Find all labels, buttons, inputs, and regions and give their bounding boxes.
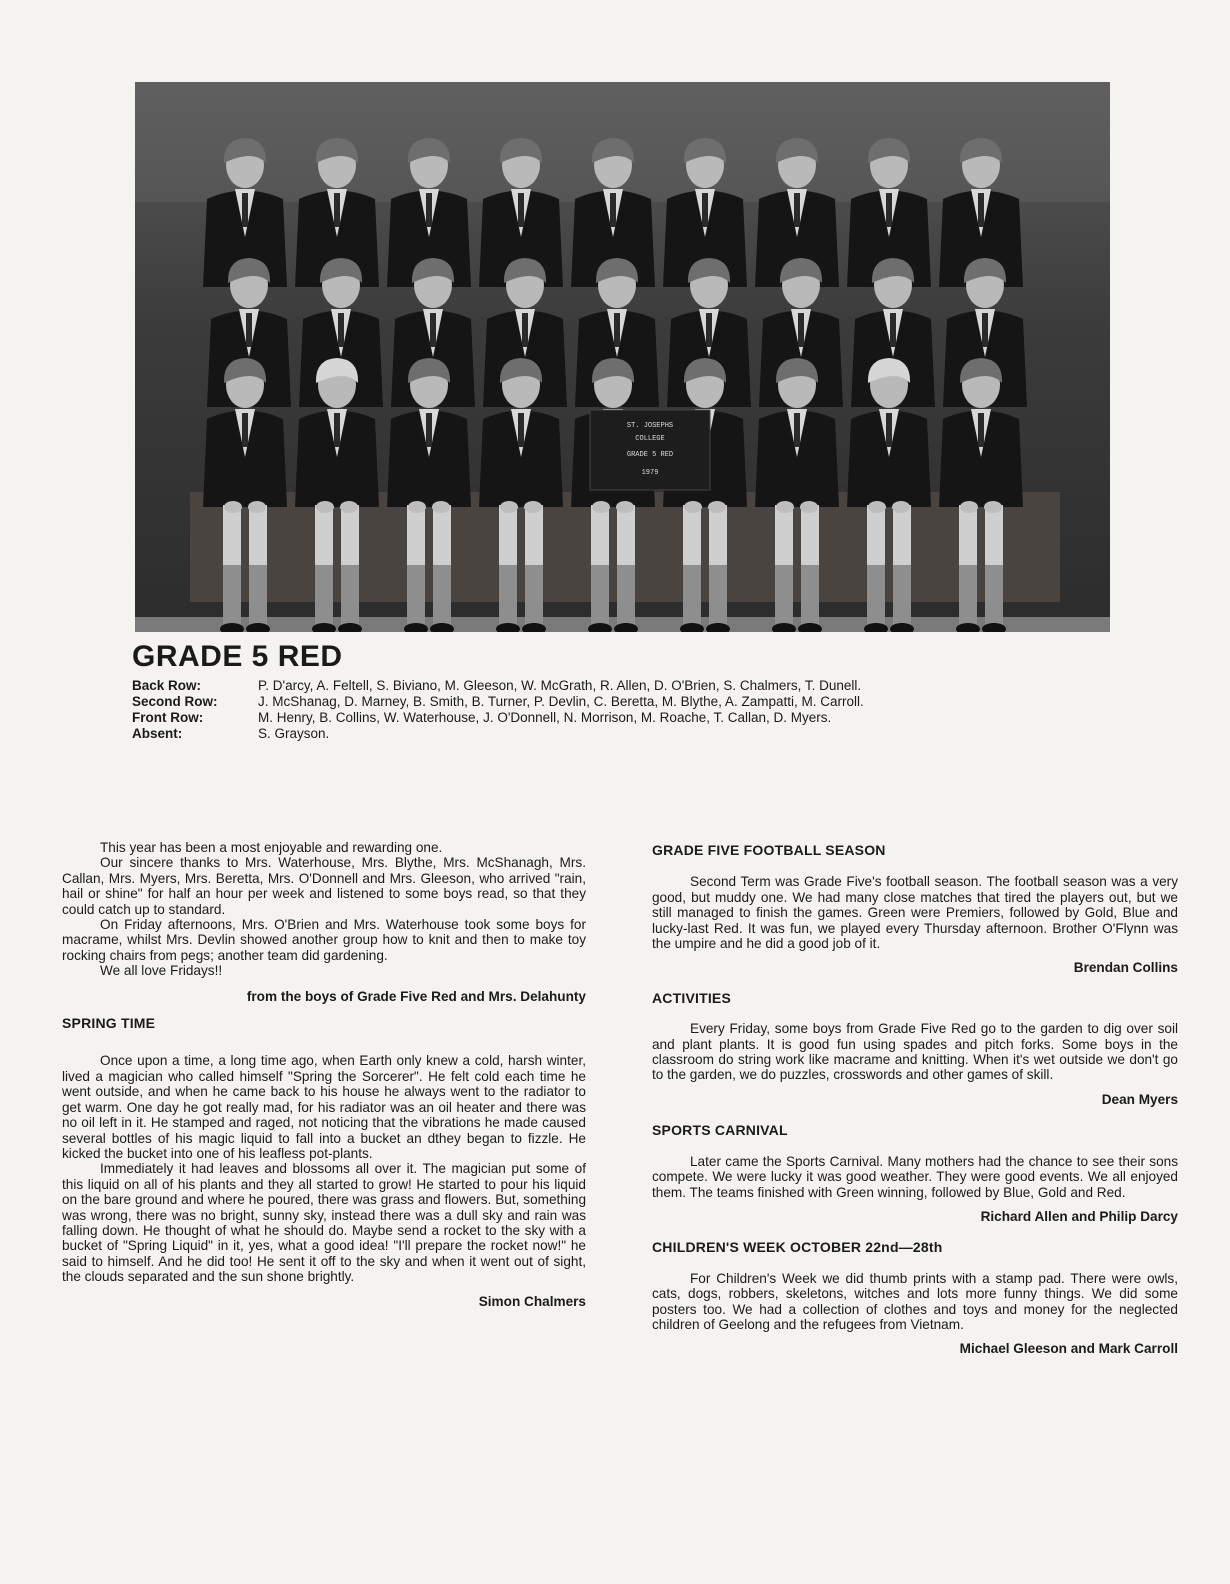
roster-row bbox=[132, 678, 1122, 694]
sign-line-3: GRADE 5 RED bbox=[626, 451, 674, 459]
sports-title: SPORTS CARNIVAL bbox=[652, 1122, 788, 1139]
intro-byline: from the boys of Grade Five Red and Mrs. Delahunty bbox=[246, 988, 586, 1004]
activities-paragraph: Every Friday, some boys from Grade Five Red go to the garden to dig over soil and plant plants. It is good fun using spades and pitch forks. Some boys in the classroom do string work like macrame and knitting. When it's wet outside we don't go to the garden, we do puzzles, crosswords and other games of skill. bbox=[652, 1021, 1178, 1083]
football-paragraph: Second Term was Grade Five's football season. The football season was a very good, but muddy one. We had many close matches that tired the players out, but we still managed to finish the games. Green were Premiers, followed by Gold, Blue and lucky-last Red. It was fun, we played every Thursday afternoon. Brother O'Flynn was the umpire and he did a good job of it. bbox=[652, 874, 1178, 952]
intro-paragraph: Our sincere thanks to Mrs. Waterhouse, Mrs. Blythe, Mrs. McShanagh, Mrs. Callan, Mrs. Myers, Mrs. Beretta, Mrs. O'Donnell and Mrs. Gleeson, who arrived "rain, hail or shine" for half an hour per week and listened to some boys read, so that they could catch up to standard. bbox=[62, 855, 586, 917]
sports-author: Richard Allen and Philip Darcy bbox=[980, 1208, 1178, 1224]
activities-title: ACTIVITIES bbox=[652, 989, 732, 1006]
class-sign bbox=[590, 410, 710, 490]
childrens-week-title: CHILDREN'S WEEK OCTOBER 22nd—28th bbox=[652, 1239, 943, 1256]
football-author: Brendan Collins bbox=[1073, 960, 1178, 976]
roster-names: M. Henry, B. Collins, W. Waterhouse, J. O'Donnell, N. Morrison, M. Roache, T. Callan, D. Myers. bbox=[258, 710, 832, 725]
page-heading: GRADE 5 RED bbox=[132, 640, 343, 673]
intro-paragraph: We all love Fridays!! bbox=[100, 963, 223, 979]
activities-author: Dean Myers bbox=[1101, 1091, 1178, 1107]
sign-line-4: 1979 bbox=[641, 469, 659, 477]
spring-author: Simon Chalmers bbox=[478, 1293, 586, 1309]
childrens-week-author: Michael Gleeson and Mark Carroll bbox=[959, 1341, 1178, 1357]
sign-line-2: COLLEGE bbox=[635, 435, 665, 443]
spring-title: SPRING TIME bbox=[62, 1015, 156, 1032]
roster-row bbox=[132, 726, 1122, 742]
right-column bbox=[652, 843, 1178, 1357]
roster-names: J. McShanag, D. Marney, B. Smith, B. Turner, P. Devlin, C. Beretta, M. Blythe, A. Zampatti, M. Carroll. bbox=[258, 694, 864, 709]
roster bbox=[132, 678, 1122, 742]
sports-paragraph: Later came the Sports Carnival. Many mothers had the chance to see their sons compete. We were lucky it was good weather. They were good events. We all enjoyed them. The teams finished with Green winning, followed by Blue, Gold and Red. bbox=[652, 1153, 1178, 1200]
roster-names: S. Grayson. bbox=[258, 726, 330, 741]
childrens-week-paragraph: For Children's Week we did thumb prints with a stamp pad. There were owls, cats, dogs, robbers, skeletons, witches and lots more funny things. We did some posters too. We had a collection of clothes and toys and money for the neglected children of Geelong and the refugees from Vietnam. bbox=[652, 1270, 1178, 1332]
roster-row bbox=[132, 710, 1122, 726]
class-photo bbox=[135, 82, 1110, 632]
class-photo-image bbox=[135, 82, 1110, 632]
roster-label: Back Row: bbox=[132, 678, 202, 693]
roster-label: Absent: bbox=[132, 726, 183, 741]
spring-paragraph: Immediately it had leaves and blossoms all over it. The magician put some of this liquid on all of his plants and they all started to grow! He started to pour his liquid on the bare ground and where he poured, there was grass and flowers. But, something was wrong, there was no bright, sunny sky, instead there was a dull sky and rain was falling down. He thought of what he should do. Maybe send a rocket to the sky with a bucket of "Spring Liquid" in it, yes, what a good idea! "I'll prepare the rocket now!" he said to himself. And he did too! He sent it off to the sky and when it went out of sight, the clouds separated and the sun shone brightly. bbox=[62, 1161, 586, 1285]
football-title: GRADE FIVE FOOTBALL SEASON bbox=[652, 842, 886, 858]
roster-label: Second Row: bbox=[132, 694, 218, 709]
sign-line-1: ST. JOSEPHS bbox=[626, 422, 674, 430]
intro-paragraph: This year has been a most enjoyable and rewarding one. bbox=[100, 840, 443, 855]
left-column bbox=[62, 840, 586, 1309]
spring-paragraph: Once upon a time, a long time ago, when Earth only knew a cold, harsh winter, lived a magician who called himself "Spring the Sorcerer". He felt cold each time he went outside, and when he came back to his house he always went to the radiator to get warm. One day he got really mad, for his radiator was an oil heater and there was no oil left in it. He stamped and raged, not noticing that the vibrations he made caused several bottles of his magic liquid to fall into a bucket an dthey began to fizzle. He kicked the bucket into one of his leafless pot-plants. bbox=[62, 1053, 586, 1161]
intro-paragraph: On Friday afternoons, Mrs. O'Brien and Mrs. Waterhouse took some boys for macrame, whilst Mrs. Devlin showed another group how to knit and then to make toy rocking chairs from pegs; another team did gardening. bbox=[62, 917, 586, 963]
roster-row bbox=[132, 694, 1122, 710]
roster-names: P. D'arcy, A. Feltell, S. Biviano, M. Gleeson, W. McGrath, R. Allen, D. O'Brien, S. Chalmers, T. Dunell. bbox=[258, 678, 862, 693]
roster-label: Front Row: bbox=[132, 710, 204, 725]
